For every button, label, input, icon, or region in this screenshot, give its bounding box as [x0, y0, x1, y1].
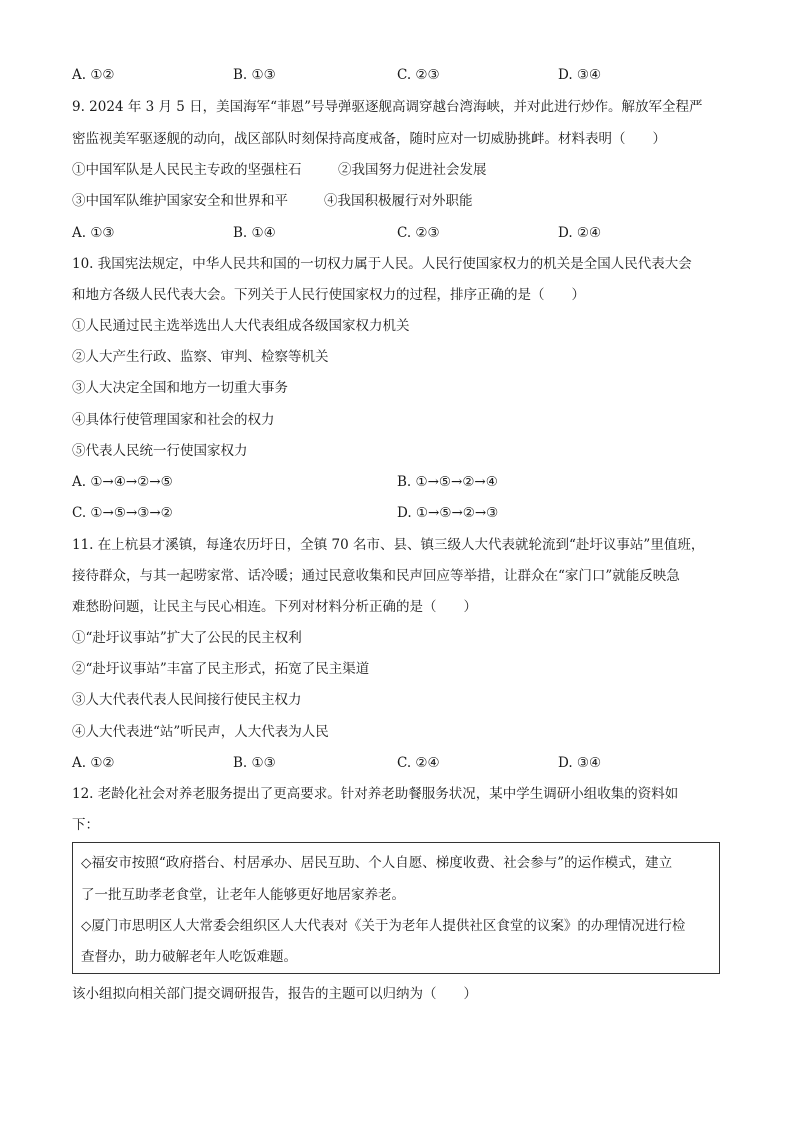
q11-option-c: C. ②④ — [397, 755, 440, 771]
q9-option-d: D. ②④ — [558, 225, 602, 241]
q10-option-c: C. ①→⑤→③→② — [72, 505, 173, 521]
q12-material-box — [72, 842, 720, 974]
q11-item-3: ③人大代表代表人民间接行使民主权力 — [72, 692, 302, 708]
q11-item-4: ④人大代表进“站”听民声，人大代表为人民 — [72, 724, 329, 740]
q11-option-b: B. ①③ — [233, 755, 276, 771]
q12-stem-line-2: 下： — [72, 817, 99, 833]
q11-stem-line-3: 难愁盼问题，让民主与民心相连。下列对材料分析正确的是（ ） — [72, 599, 477, 615]
q8-option-b: B. ①③ — [233, 67, 276, 83]
q11-stem-line-1: 11. 在上杭县才溪镇，每逢农历圩日，全镇 70 名市、县、镇三级人大代表就轮流到“赴圩议事站”里值班， — [72, 537, 705, 553]
q11-option-a: A. ①② — [72, 755, 115, 771]
q9-item-3: ③中国军队维护国家安全和世界和平 — [72, 193, 288, 209]
q8-option-d: D. ③④ — [558, 67, 602, 83]
q12-box-line-3: ◇厦门市思明区人大常委会组织区人大代表对《关于为老年人提供社区食堂的议案》的办理情况进行检 — [81, 918, 686, 934]
q11-stem-line-2: 接待群众，与其一起唠家常、话冷暖；通过民意收集和民声回应等举措，让群众在“家门口”就能反映急 — [72, 568, 680, 584]
q8-option-a: A. ①② — [72, 67, 115, 83]
q11-option-d: D. ③④ — [558, 755, 602, 771]
q9-option-a: A. ①③ — [72, 225, 115, 241]
q10-option-a: A. ①→④→②→⑤ — [72, 474, 173, 490]
q10-item-2: ②人大产生行政、监察、审判、检察等机关 — [72, 349, 329, 365]
q10-stem-line-1: 10. 我国宪法规定，中华人民共和国的一切权力属于人民。人民行使国家权力的机关是全国人民代表大会 — [72, 256, 692, 272]
q10-stem-line-2: 和地方各级人民代表大会。下列关于人民行使国家权力的过程，排序正确的是（ ） — [72, 287, 585, 303]
q10-option-d: D. ①→⑤→②→③ — [397, 505, 499, 521]
q12-box-line-4: 查督办，助力破解老年人吃饭难题。 — [81, 949, 297, 965]
q12-stem-line-1: 12. 老龄化社会对养老服务提出了更高要求。针对养老助餐服务状况，某中学生调研小组收集的资料如 — [72, 786, 679, 802]
q12-box-line-1: ◇福安市按照“政府搭台、村居承办、居民互助、个人自愿、梯度收费、社会参与”的运作模式，建立 — [81, 855, 673, 871]
q9-stem-line-1: 9. 2024 年 3 月 5 日，美国海军“菲恩”号导弹驱逐舰高调穿越台湾海峡，并对此进行炒作。解放军全程严 — [72, 99, 703, 115]
q9-item-4: ④我国积极履行对外职能 — [324, 193, 473, 209]
q9-option-b: B. ①④ — [233, 225, 276, 241]
q10-item-1: ①人民通过民主选举选出人大代表组成各级国家权力机关 — [72, 318, 410, 334]
q11-item-1: ①“赴圩议事站”扩大了公民的民主权利 — [72, 630, 302, 646]
q11-item-2: ②“赴圩议事站”丰富了民主形式，拓宽了民主渠道 — [72, 661, 370, 677]
q9-option-c: C. ②③ — [397, 225, 440, 241]
q10-option-b: B. ①→⑤→②→④ — [397, 474, 498, 490]
q9-item-1: ①中国军队是人民民主专政的坚强柱石 — [72, 162, 302, 178]
q12-box-line-2: 了一批互助孝老食堂，让老年人能够更好地居家养老。 — [81, 887, 405, 903]
q10-item-4: ④具体行使管理国家和社会的权力 — [72, 412, 275, 428]
q9-stem-line-2: 密监视美军驱逐舰的动向，战区部队时刻保持高度戒备，随时应对一切威胁挑衅。材料表明（ ） — [72, 131, 666, 147]
q8-option-c: C. ②③ — [397, 67, 440, 83]
q10-item-5: ⑤代表人民统一行使国家权力 — [72, 443, 248, 459]
q9-item-2: ②我国努力促进社会发展 — [338, 162, 487, 178]
q12-question-tail: 该小组拟向相关部门提交调研报告，报告的主题可以归纳为（ ） — [72, 986, 477, 1002]
q10-item-3: ③人大决定全国和地方一切重大事务 — [72, 380, 288, 396]
